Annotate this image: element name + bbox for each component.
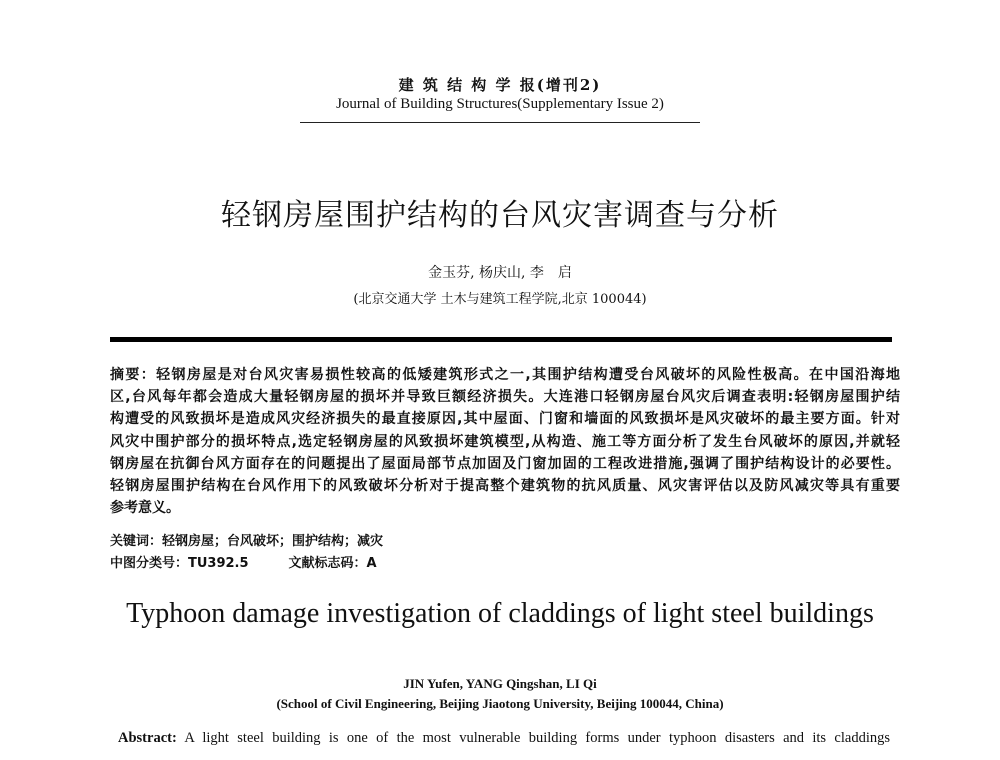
affiliation-cn: (北京交通大学 土木与建筑工程学院,北京 100044) bbox=[353, 292, 647, 307]
abstract-line: 区,台风每年都会造成大量轻钢房屋的损坏并导致巨额经济损失。大连港口轻钢房屋台风灾后调查表明:轻钢房屋围护结 bbox=[110, 389, 900, 406]
abstract-line: 钢房屋在抗御台风方面存在的问题提出了屋面局部节点加固及门窗加固的工程改进措施,强调了围护结构设计的必要性。 bbox=[110, 455, 900, 472]
classification-row bbox=[110, 552, 377, 571]
abstract-line: 摘要：轻钢房屋是对台风灾害易损性较高的低矮建筑形式之一,其围护结构遭受台风破坏的风险性极高。在中国沿海地 bbox=[110, 367, 900, 383]
abstract-en bbox=[118, 730, 890, 747]
abstract-line: 风灾中围护部分的损坏特点,选定轻钢房屋的风致损坏建筑模型,从构造、施工等方面分析了发生台风破坏的原因,并就轻 bbox=[110, 433, 900, 450]
paper-title-en: Typhoon damage investigation of claddings of light steel buildings bbox=[126, 598, 874, 629]
journal-name-en: Journal of Building Structures(Supplementary Issue 2) bbox=[336, 96, 664, 112]
abstract-cn bbox=[110, 364, 900, 519]
authors-cn: 金玉芬, 杨庆山, 李 启 bbox=[428, 265, 572, 281]
classification-number: 中图分类号：TU392.5 bbox=[110, 556, 249, 571]
journal-name-cn: 建 筑 结 构 学 报(增刊2) bbox=[398, 76, 602, 94]
affiliation-en: (School of Civil Engineering, Beijing Jiaotong University, Beijing 100044, China) bbox=[276, 696, 724, 711]
authors-en: JIN Yufen, YANG Qingshan, LI Qi bbox=[403, 676, 597, 691]
paper-title-cn: 轻钢房屋围护结构的台风灾害调查与分析 bbox=[221, 198, 779, 233]
document-code: 文献标志码：A bbox=[288, 556, 377, 571]
abstract-line: 轻钢房屋围护结构在台风作用下的风致破坏分析对于提高整个建筑物的抗风质量、风灾害评估以及防风减灾等具有重要 bbox=[110, 477, 900, 494]
title-divider bbox=[110, 337, 892, 342]
abstract-line: 参考意义。 bbox=[110, 500, 180, 517]
abstract-en-text: A light steel building is one of the most vulnerable building forms under typhoon disasters and its claddings bbox=[184, 730, 890, 746]
header-divider bbox=[300, 122, 700, 123]
abstract-en-label: Abstract: bbox=[118, 730, 177, 746]
keywords-cn: 关键词：轻钢房屋；台风破坏；围护结构；减灾 bbox=[110, 534, 384, 549]
abstract-line: 构遭受的风致损坏是造成风灾经济损失的最直接原因,其中屋面、门窗和墙面的风致损坏是风灾破坏的最主要方面。针对 bbox=[110, 411, 900, 428]
